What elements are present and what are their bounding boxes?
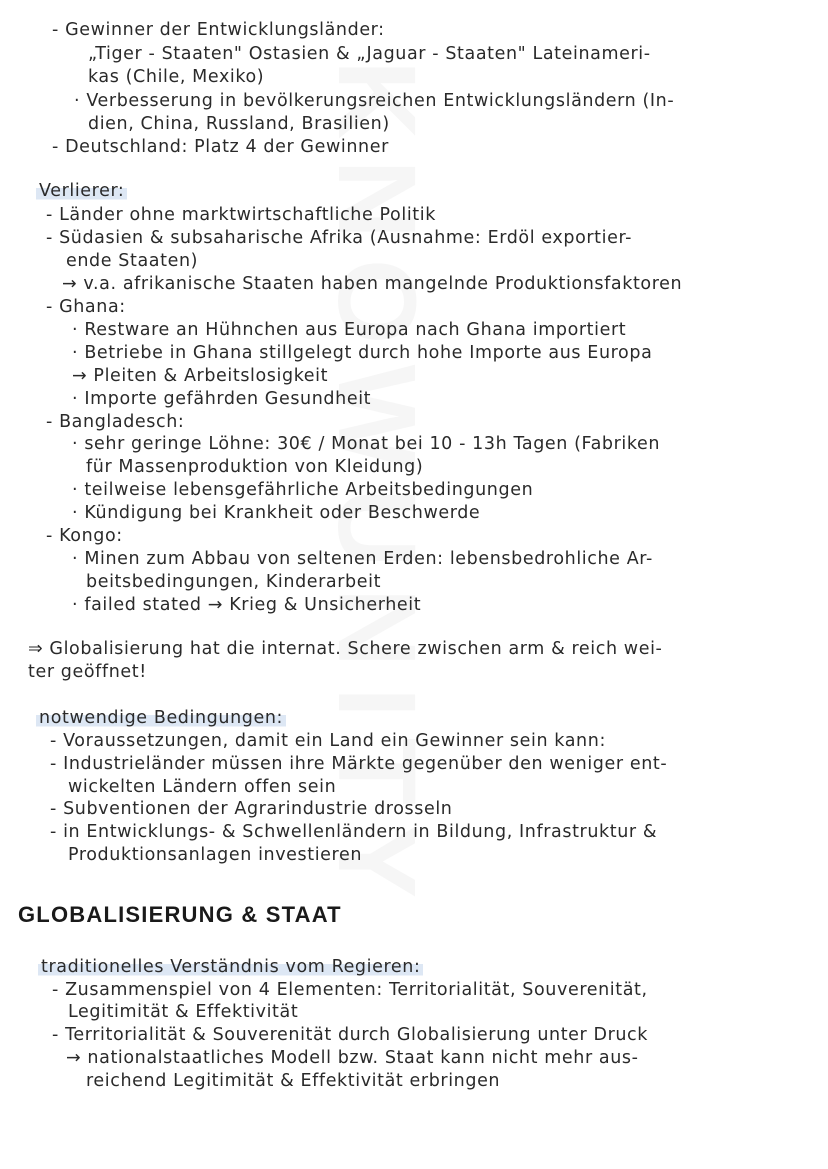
note-line: reichend Legitimität & Effektivität erbringen [86, 1071, 501, 1091]
note-line: - Territorialität & Souverenität durch Globalisierung unter Druck [52, 1025, 649, 1045]
note-line: - Voraussetzungen, damit ein Land ein Gewinner sein kann: [50, 731, 606, 751]
note-line: → nationalstaatliches Modell bzw. Staat kann nicht mehr aus- [66, 1048, 639, 1068]
note-line: → v.a. afrikanische Staaten haben mangelnde Produktionsfaktoren [62, 274, 683, 294]
note-line: - Bangladesch: [46, 412, 185, 432]
note-line: - Zusammenspiel von 4 Elementen: Territorialität, Souverenität, [52, 980, 648, 1000]
note-line: · failed stated → Krieg & Unsicherheit [72, 595, 422, 615]
note-line: beitsbedingungen, Kinderarbeit [86, 572, 382, 592]
note-line: · Minen zum Abbau von seltenen Erden: lebensbedrohliche Ar- [72, 549, 653, 569]
note-line: · Importe gefährden Gesundheit [72, 389, 372, 409]
note-line: · Betriebe in Ghana stillgelegt durch hohe Importe aus Europa [72, 343, 653, 363]
section-label-regieren: traditionelles Verständnis vom Regieren: [38, 956, 423, 978]
note-line: - Industrieländer müssen ihre Märkte gegenüber den weniger ent- [50, 754, 668, 774]
conclusion-line: ter geöffnet! [28, 662, 147, 682]
note-line: · Verbesserung in bevölkerungsreichen Entwicklungsländern (In- [74, 91, 675, 111]
note-line: Legitimität & Effektivität [68, 1002, 299, 1022]
section-label-bedingungen: notwendige Bedingungen: [36, 707, 286, 729]
note-line: · sehr geringe Löhne: 30€ / Monat bei 10 - 13h Tagen (Fabriken [72, 434, 661, 454]
note-line: · teilweise lebensgefährliche Arbeitsbedingungen [72, 480, 534, 500]
note-line: → Pleiten & Arbeitslosigkeit [72, 366, 329, 386]
note-line: dien, China, Russland, Brasilien) [88, 114, 390, 134]
section-label-verlierer: Verlierer: [36, 180, 127, 202]
note-line: kas (Chile, Mexiko) [88, 67, 265, 87]
note-line: · Kündigung bei Krankheit oder Beschwerde [72, 503, 481, 523]
note-line: - Ghana: [46, 297, 126, 317]
note-line: - in Entwicklungs- & Schwellenländern in Bildung, Infrastruktur & [50, 822, 658, 842]
note-line: · Restware an Hühnchen aus Europa nach Ghana importiert [72, 320, 627, 340]
conclusion-line: ⇒ Globalisierung hat die internat. Schere zwischen arm & reich wei- [28, 639, 663, 659]
note-line: Produktionsanlagen investieren [68, 845, 363, 865]
note-line: - Südasien & subsaharische Afrika (Ausnahme: Erdöl exportier- [46, 228, 633, 248]
section-heading: GLOBALISIERUNG & STAAT [18, 902, 342, 927]
note-line: für Massenproduktion von Kleidung) [86, 457, 424, 477]
note-line: - Gewinner der Entwicklungsländer: [52, 20, 385, 40]
note-line: ende Staaten) [66, 251, 199, 271]
note-line: - Subventionen der Agrarindustrie drosseln [50, 799, 453, 819]
note-line: - Deutschland: Platz 4 der Gewinner [52, 137, 389, 157]
note-line: wickelten Ländern offen sein [68, 777, 337, 797]
note-line: - Kongo: [46, 526, 123, 546]
note-line: „Tiger - Staaten" Ostasien & „Jaguar - Staaten" Lateinameri- [88, 44, 651, 64]
note-line: - Länder ohne marktwirtschaftliche Politik [46, 205, 436, 225]
